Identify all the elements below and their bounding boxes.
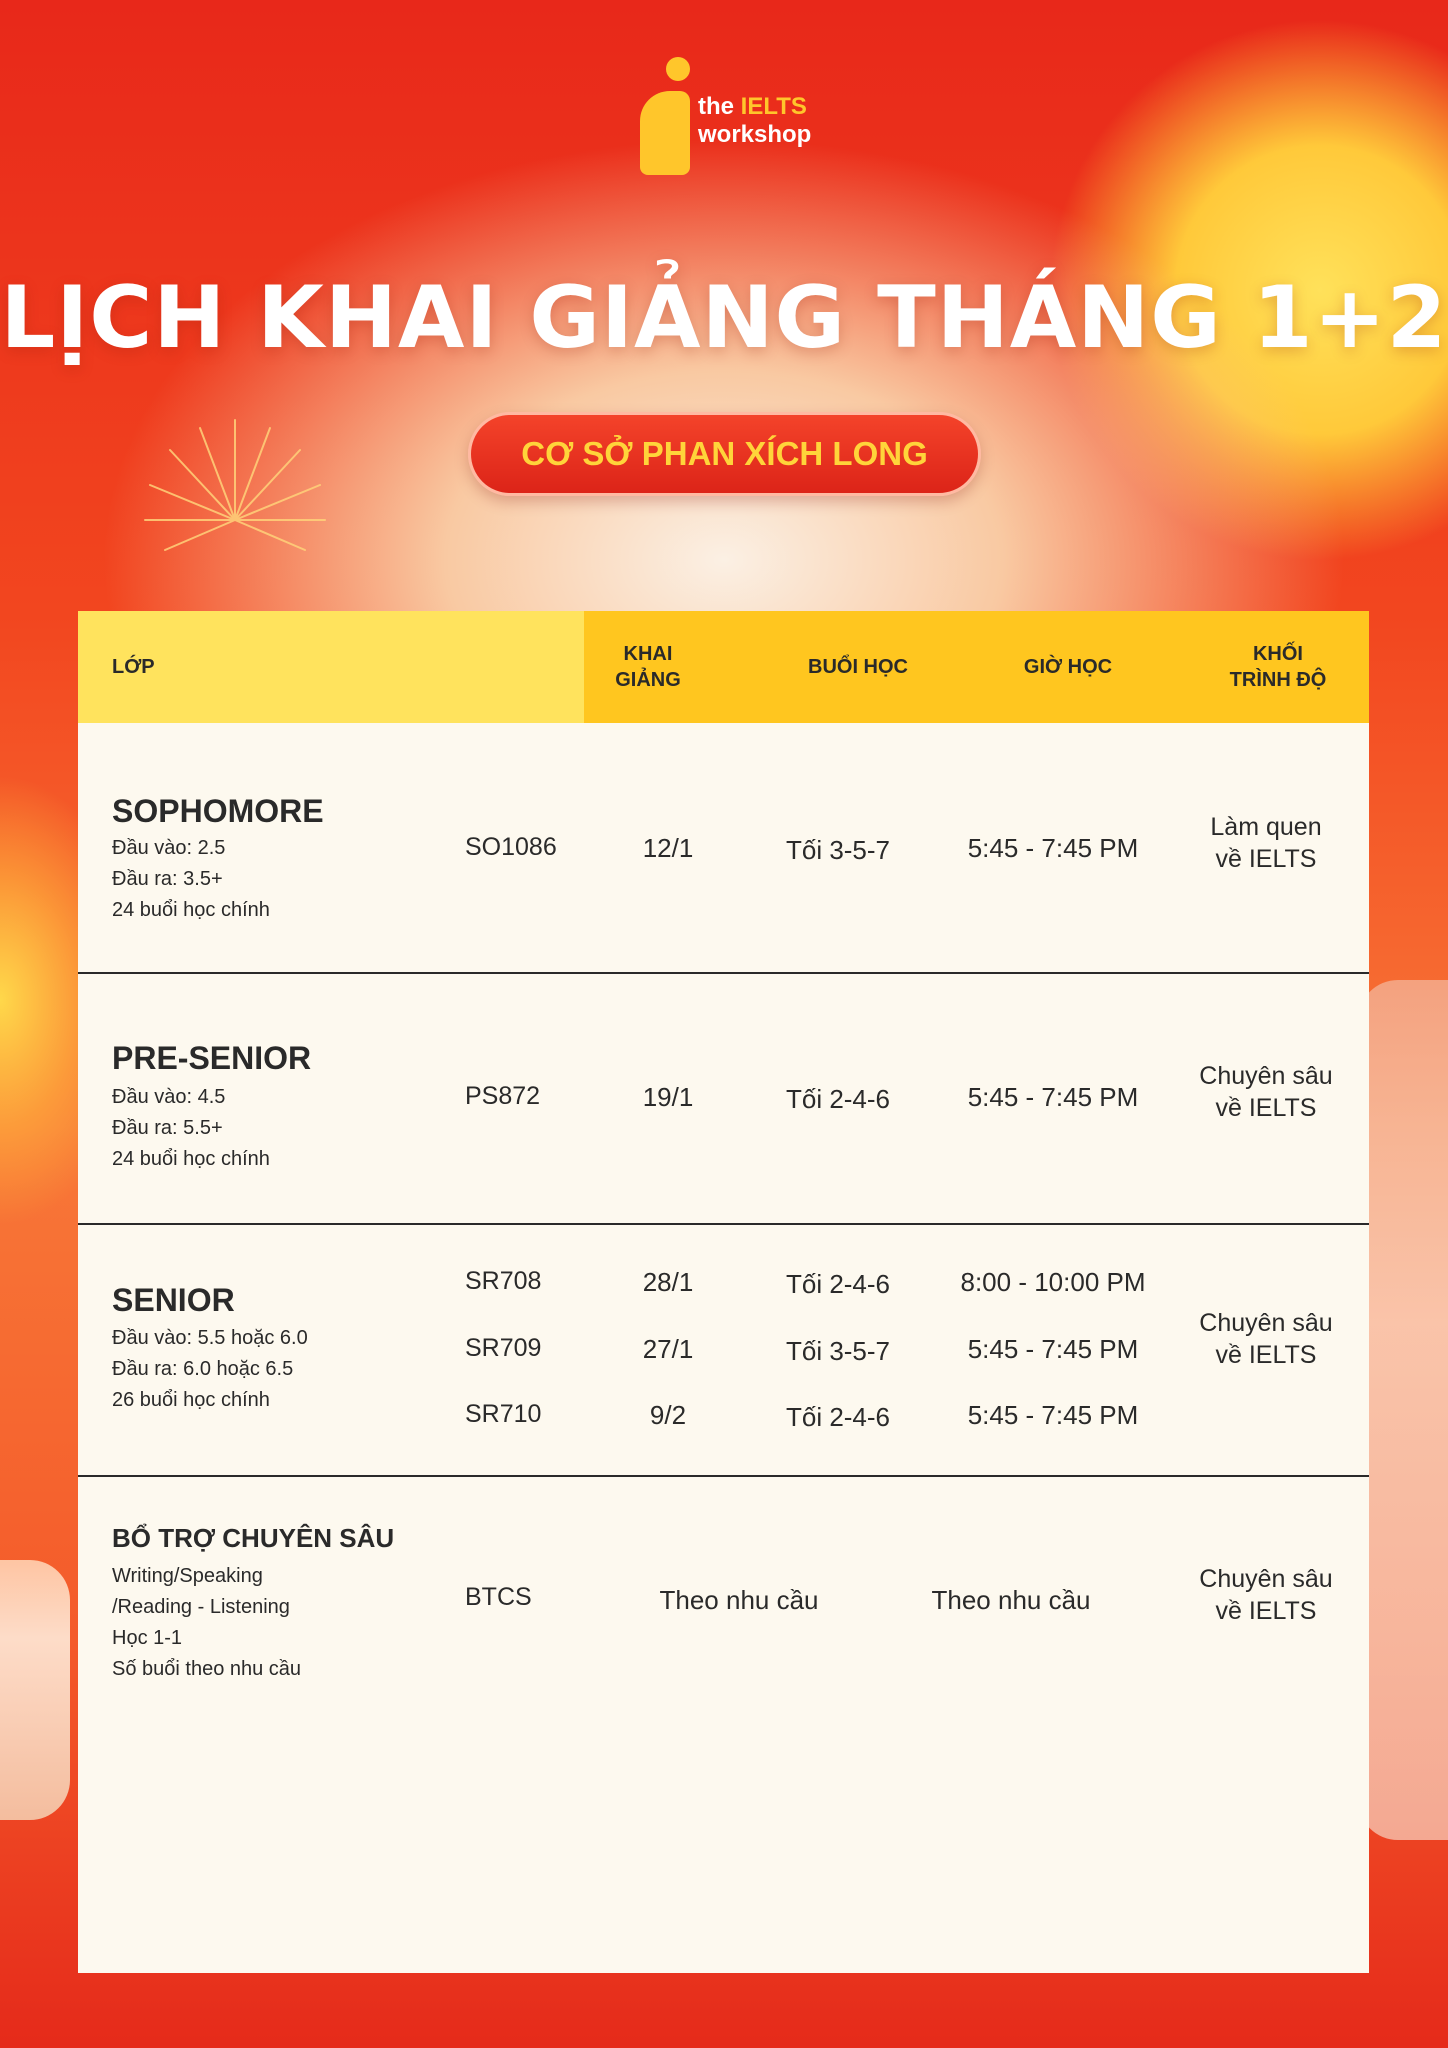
- class-name: BỔ TRỢ CHUYÊN SÂU: [112, 1523, 395, 1553]
- class-time: 5:45 - 7:45 PM: [967, 1400, 1139, 1430]
- level-line1: Làm quen: [1210, 813, 1322, 841]
- class-format: Học 1-1: [112, 1627, 183, 1649]
- class-sessions-count: 24 buổi học chính: [112, 1148, 270, 1170]
- page-title: LỊCH KHAI GIẢNG THÁNG 1+2: [0, 268, 1448, 368]
- class-time: Theo nhu cầu: [931, 1585, 1091, 1615]
- logo-text-line1: [698, 93, 807, 121]
- level-line1: Chuyên sâu: [1199, 1062, 1333, 1090]
- class-sessions-count: 26 buổi học chính: [112, 1389, 270, 1411]
- logo-i-dot: [666, 57, 690, 81]
- table-row-senior: [78, 1225, 1369, 1475]
- logo-i-stem: [640, 91, 690, 175]
- table-row-pre-senior: [78, 974, 1369, 1223]
- header-sessions: BUỔI HỌC: [808, 656, 908, 678]
- logo-prefix: the: [698, 93, 734, 120]
- class-time: 5:45 - 7:45 PM: [967, 833, 1139, 863]
- lantern-decoration-right: [1358, 980, 1448, 1840]
- lantern-decoration-left: [0, 1560, 70, 1820]
- session-days: Tối 2-4-6: [785, 1084, 891, 1114]
- level-line2: về IELTS: [1215, 1341, 1317, 1369]
- branch-label: CƠ SỞ PHAN XÍCH LONG: [521, 435, 928, 472]
- class-code: SR708: [465, 1267, 542, 1295]
- start-and-sessions: Theo nhu cầu: [659, 1585, 819, 1615]
- class-focus-skills: Writing/Speaking: [112, 1565, 263, 1587]
- class-entry: Đầu vào: 4.5: [112, 1086, 226, 1108]
- header-time: GIỜ HỌC: [1023, 656, 1113, 678]
- table-header: [78, 611, 1369, 723]
- class-code: SR709: [465, 1334, 542, 1362]
- header-start-date: KHAI GIẢNG: [615, 643, 681, 691]
- class-sessions-count: 24 buổi học chính: [112, 899, 270, 921]
- class-entry: Đầu vào: 5.5 hoặc 6.0: [112, 1327, 308, 1349]
- class-time: 5:45 - 7:45 PM: [967, 1334, 1139, 1364]
- the-ielts-workshop-logo: [636, 55, 816, 185]
- level-line1: Chuyên sâu: [1199, 1309, 1333, 1337]
- logo-text-line2: workshop: [698, 121, 812, 148]
- table-row-sophomore: [78, 723, 1369, 973]
- header-class: LỚP: [112, 656, 155, 678]
- class-code: SR710: [465, 1400, 542, 1428]
- level-line2: về IELTS: [1215, 1094, 1317, 1122]
- class-exit: Đầu ra: 5.5+: [112, 1117, 223, 1139]
- start-date: 28/1: [642, 1267, 694, 1297]
- class-code: PS872: [465, 1082, 541, 1110]
- class-code: SO1086: [465, 833, 557, 861]
- class-focus-skills-cont: /Reading - Listening: [112, 1596, 290, 1618]
- class-name: SOPHOMORE: [112, 793, 324, 829]
- class-name: SENIOR: [112, 1282, 235, 1318]
- table-row-supplementary: [78, 1477, 1369, 1973]
- level-line2: về IELTS: [1215, 845, 1317, 873]
- start-date: 9/2: [649, 1400, 687, 1430]
- session-days: Tối 3-5-7: [785, 835, 891, 865]
- start-date: 27/1: [642, 1334, 694, 1364]
- class-sessions-count: Số buổi theo nhu cầu: [112, 1658, 302, 1680]
- class-entry: Đầu vào: 2.5: [112, 837, 226, 859]
- class-time: 5:45 - 7:45 PM: [967, 1082, 1139, 1112]
- start-date: 19/1: [642, 1082, 694, 1112]
- branch-badge: [468, 412, 981, 496]
- session-days: Tối 3-5-7: [785, 1336, 891, 1366]
- level-line2: về IELTS: [1215, 1597, 1317, 1625]
- class-code: BTCS: [465, 1583, 532, 1611]
- class-exit: Đầu ra: 6.0 hoặc 6.5: [112, 1358, 294, 1380]
- logo-accent: IELTS: [740, 93, 807, 120]
- schedule-table: [78, 611, 1369, 1973]
- class-exit: Đầu ra: 3.5+: [112, 868, 223, 890]
- header-level: KHỐI TRÌNH ĐỘ: [1229, 643, 1327, 691]
- start-date: 12/1: [642, 833, 694, 863]
- session-days: Tối 2-4-6: [785, 1402, 891, 1432]
- level-line1: Chuyên sâu: [1199, 1565, 1333, 1593]
- session-days: Tối 2-4-6: [785, 1269, 891, 1299]
- class-time: 8:00 - 10:00 PM: [960, 1267, 1146, 1297]
- firework-decoration: [140, 410, 330, 560]
- class-name: PRE-SENIOR: [112, 1040, 312, 1076]
